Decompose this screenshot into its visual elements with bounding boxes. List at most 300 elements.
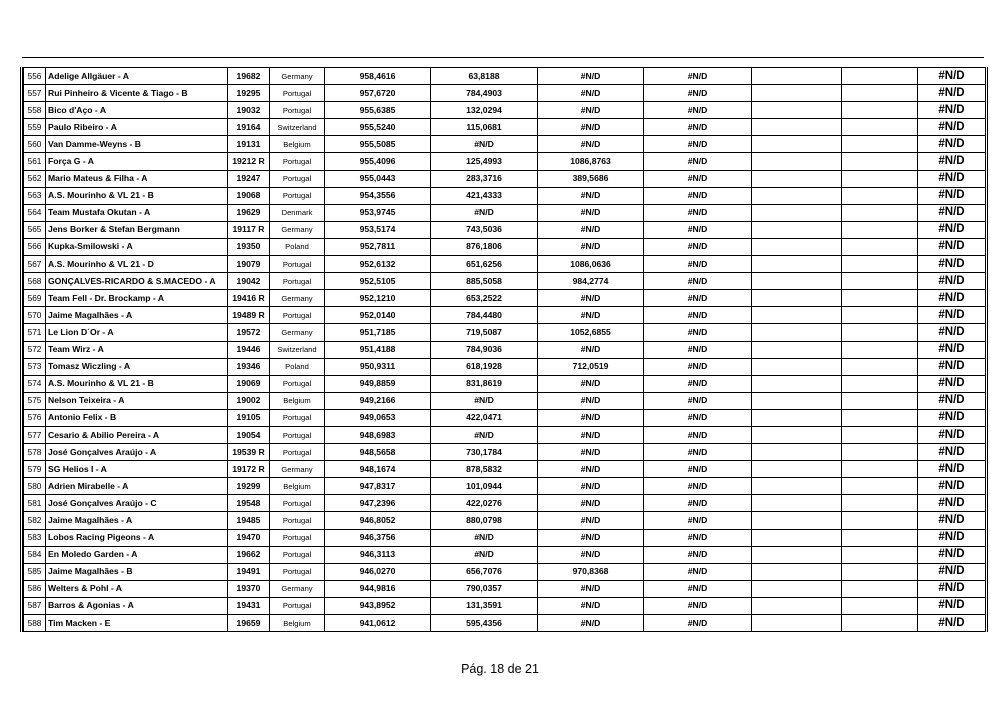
score-1-cell: 955,0443 (325, 170, 431, 187)
total-cell: #N/D (918, 221, 986, 238)
results-table-frame (20, 67, 988, 632)
score-3-cell: #N/D (538, 580, 644, 597)
score-1-cell: 946,3113 (325, 546, 431, 563)
table-row (24, 580, 986, 597)
total-cell: #N/D (918, 170, 986, 187)
country-cell: Portugal (270, 273, 325, 290)
team-name-cell: Team Mustafa Okutan - A (46, 204, 228, 221)
score-2-cell: 125,4993 (431, 153, 538, 170)
score-5-cell (752, 478, 842, 495)
score-1-cell: 955,4096 (325, 153, 431, 170)
country-cell: Germany (270, 68, 325, 85)
score-6-cell (842, 136, 918, 153)
team-name-cell: Van Damme-Weyns - B (46, 136, 228, 153)
ring-number-cell: 19539 R (228, 444, 270, 461)
table-row (24, 563, 986, 580)
score-1-cell: 955,5240 (325, 119, 431, 136)
ring-number-cell: 19682 (228, 68, 270, 85)
score-5-cell (752, 273, 842, 290)
score-5-cell (752, 409, 842, 426)
ring-number-cell: 19164 (228, 119, 270, 136)
score-3-cell: 984,2774 (538, 273, 644, 290)
ring-number-cell: 19032 (228, 102, 270, 119)
rank-cell: 579 (24, 461, 46, 478)
score-5-cell (752, 102, 842, 119)
table-row (24, 495, 986, 512)
score-2-cell: 595,4356 (431, 615, 538, 632)
table-row (24, 426, 986, 443)
rank-cell: 574 (24, 375, 46, 392)
team-name-cell: Jaime Magalhães - A (46, 512, 228, 529)
score-3-cell: 1086,0636 (538, 256, 644, 273)
score-6-cell (842, 204, 918, 221)
score-3-cell: #N/D (538, 409, 644, 426)
table-row (24, 102, 986, 119)
country-cell: Portugal (270, 597, 325, 614)
score-4-cell: #N/D (644, 102, 752, 119)
table-row (24, 597, 986, 614)
score-5-cell (752, 307, 842, 324)
total-cell: #N/D (918, 495, 986, 512)
score-6-cell (842, 324, 918, 341)
score-4-cell: #N/D (644, 529, 752, 546)
table-row (24, 290, 986, 307)
score-2-cell: #N/D (431, 392, 538, 409)
ring-number-cell: 19572 (228, 324, 270, 341)
total-cell: #N/D (918, 478, 986, 495)
total-cell: #N/D (918, 409, 986, 426)
country-cell: Switzerland (270, 341, 325, 358)
score-3-cell: #N/D (538, 307, 644, 324)
country-cell: Germany (270, 324, 325, 341)
total-cell: #N/D (918, 153, 986, 170)
ring-number-cell: 19299 (228, 478, 270, 495)
team-name-cell: Jaime Magalhães - A (46, 307, 228, 324)
ring-number-cell: 19079 (228, 256, 270, 273)
team-name-cell: Welters & Pohl - A (46, 580, 228, 597)
score-4-cell: #N/D (644, 187, 752, 204)
team-name-cell: Paulo Ribeiro - A (46, 119, 228, 136)
total-cell: #N/D (918, 426, 986, 443)
ring-number-cell: 19068 (228, 187, 270, 204)
score-1-cell: 948,1674 (325, 461, 431, 478)
score-5-cell (752, 461, 842, 478)
country-cell: Portugal (270, 375, 325, 392)
total-cell: #N/D (918, 102, 986, 119)
score-3-cell: #N/D (538, 546, 644, 563)
ring-number-cell: 19105 (228, 409, 270, 426)
team-name-cell: Barros & Agonias - A (46, 597, 228, 614)
rank-cell: 588 (24, 615, 46, 632)
ring-number-cell: 19370 (228, 580, 270, 597)
team-name-cell: Força G - A (46, 153, 228, 170)
team-name-cell: José Gonçalves Araújo - A (46, 444, 228, 461)
country-cell: Belgium (270, 478, 325, 495)
score-2-cell: #N/D (431, 529, 538, 546)
score-5-cell (752, 580, 842, 597)
rank-cell: 569 (24, 290, 46, 307)
score-3-cell: #N/D (538, 204, 644, 221)
score-6-cell (842, 153, 918, 170)
score-4-cell: #N/D (644, 119, 752, 136)
table-row (24, 256, 986, 273)
rank-cell: 570 (24, 307, 46, 324)
score-6-cell (842, 512, 918, 529)
table-row (24, 512, 986, 529)
score-5-cell (752, 597, 842, 614)
rank-cell: 571 (24, 324, 46, 341)
score-6-cell (842, 546, 918, 563)
rank-cell: 567 (24, 256, 46, 273)
score-5-cell (752, 290, 842, 307)
country-cell: Portugal (270, 444, 325, 461)
rank-cell: 584 (24, 546, 46, 563)
score-4-cell: #N/D (644, 580, 752, 597)
score-1-cell: 946,0270 (325, 563, 431, 580)
table-row (24, 221, 986, 238)
score-3-cell: #N/D (538, 495, 644, 512)
ring-number-cell: 19117 R (228, 221, 270, 238)
total-cell: #N/D (918, 615, 986, 632)
rank-cell: 582 (24, 512, 46, 529)
table-row (24, 478, 986, 495)
rank-cell: 562 (24, 170, 46, 187)
table-row (24, 170, 986, 187)
score-1-cell: 949,8859 (325, 375, 431, 392)
score-5-cell (752, 256, 842, 273)
country-cell: Portugal (270, 529, 325, 546)
score-3-cell: #N/D (538, 290, 644, 307)
score-6-cell (842, 221, 918, 238)
team-name-cell: GONÇALVES-RICARDO & S.MACEDO - A (46, 273, 228, 290)
page-number: Pág. 18 de 21 (461, 662, 539, 676)
country-cell: Portugal (270, 546, 325, 563)
score-3-cell: #N/D (538, 68, 644, 85)
score-5-cell (752, 375, 842, 392)
total-cell: #N/D (918, 85, 986, 102)
total-cell: #N/D (918, 580, 986, 597)
score-1-cell: 948,5658 (325, 444, 431, 461)
rank-cell: 568 (24, 273, 46, 290)
score-2-cell: 63,8188 (431, 68, 538, 85)
score-4-cell: #N/D (644, 615, 752, 632)
score-1-cell: 953,5174 (325, 221, 431, 238)
team-name-cell: Jaime Magalhães - B (46, 563, 228, 580)
table-row (24, 238, 986, 255)
score-4-cell: #N/D (644, 256, 752, 273)
total-cell: #N/D (918, 358, 986, 375)
team-name-cell: Tomasz Wiczling - A (46, 358, 228, 375)
score-1-cell: 952,7811 (325, 238, 431, 255)
table-row (24, 375, 986, 392)
score-3-cell: #N/D (538, 478, 644, 495)
score-5-cell (752, 341, 842, 358)
table-row (24, 153, 986, 170)
ring-number-cell: 19131 (228, 136, 270, 153)
country-cell: Portugal (270, 512, 325, 529)
score-2-cell: 422,0276 (431, 495, 538, 512)
score-4-cell: #N/D (644, 426, 752, 443)
rank-cell: 586 (24, 580, 46, 597)
ring-number-cell: 19431 (228, 597, 270, 614)
score-2-cell: 653,2522 (431, 290, 538, 307)
country-cell: Germany (270, 580, 325, 597)
ring-number-cell: 19629 (228, 204, 270, 221)
score-3-cell: #N/D (538, 597, 644, 614)
rank-cell: 583 (24, 529, 46, 546)
score-4-cell: #N/D (644, 478, 752, 495)
score-4-cell: #N/D (644, 238, 752, 255)
score-6-cell (842, 290, 918, 307)
score-2-cell: 790,0357 (431, 580, 538, 597)
total-cell: #N/D (918, 273, 986, 290)
score-1-cell: 957,6720 (325, 85, 431, 102)
score-1-cell: 952,5105 (325, 273, 431, 290)
score-6-cell (842, 375, 918, 392)
score-3-cell: #N/D (538, 444, 644, 461)
rank-cell: 563 (24, 187, 46, 204)
ring-number-cell: 19662 (228, 546, 270, 563)
score-2-cell: #N/D (431, 426, 538, 443)
score-6-cell (842, 409, 918, 426)
score-2-cell: #N/D (431, 546, 538, 563)
team-name-cell: Adrien Mirabelle - A (46, 478, 228, 495)
rank-cell: 559 (24, 119, 46, 136)
score-2-cell: 831,8619 (431, 375, 538, 392)
score-5-cell (752, 512, 842, 529)
ring-number-cell: 19054 (228, 426, 270, 443)
team-name-cell: Jens Borker & Stefan Bergmann (46, 221, 228, 238)
country-cell: Portugal (270, 495, 325, 512)
score-5-cell (752, 495, 842, 512)
score-4-cell: #N/D (644, 512, 752, 529)
score-5-cell (752, 221, 842, 238)
score-1-cell: 943,8952 (325, 597, 431, 614)
score-5-cell (752, 392, 842, 409)
score-3-cell: #N/D (538, 512, 644, 529)
score-2-cell: 719,5087 (431, 324, 538, 341)
score-2-cell: 878,5832 (431, 461, 538, 478)
table-row (24, 392, 986, 409)
score-2-cell: 885,5058 (431, 273, 538, 290)
table-row (24, 461, 986, 478)
team-name-cell: Lobos Racing Pigeons - A (46, 529, 228, 546)
score-5-cell (752, 170, 842, 187)
country-cell: Germany (270, 290, 325, 307)
table-row (24, 546, 986, 563)
total-cell: #N/D (918, 461, 986, 478)
score-2-cell: 784,4903 (431, 85, 538, 102)
rank-cell: 576 (24, 409, 46, 426)
rank-cell: 565 (24, 221, 46, 238)
score-4-cell: #N/D (644, 324, 752, 341)
total-cell: #N/D (918, 136, 986, 153)
score-6-cell (842, 444, 918, 461)
total-cell: #N/D (918, 529, 986, 546)
score-3-cell: #N/D (538, 102, 644, 119)
score-1-cell: 949,0653 (325, 409, 431, 426)
score-2-cell: 876,1806 (431, 238, 538, 255)
score-6-cell (842, 426, 918, 443)
score-3-cell: #N/D (538, 136, 644, 153)
country-cell: Portugal (270, 256, 325, 273)
rank-cell: 573 (24, 358, 46, 375)
team-name-cell: Cesario & Abilio Pereira - A (46, 426, 228, 443)
score-1-cell: 946,8052 (325, 512, 431, 529)
score-2-cell: #N/D (431, 204, 538, 221)
ring-number-cell: 19350 (228, 238, 270, 255)
table-row (24, 444, 986, 461)
team-name-cell: Team Fell - Dr. Brockamp - A (46, 290, 228, 307)
score-6-cell (842, 256, 918, 273)
ring-number-cell: 19346 (228, 358, 270, 375)
score-2-cell: 784,9036 (431, 341, 538, 358)
score-5-cell (752, 85, 842, 102)
score-2-cell: 656,7076 (431, 563, 538, 580)
score-3-cell: #N/D (538, 392, 644, 409)
score-1-cell: 952,0140 (325, 307, 431, 324)
score-6-cell (842, 273, 918, 290)
score-6-cell (842, 529, 918, 546)
country-cell: Portugal (270, 102, 325, 119)
score-6-cell (842, 85, 918, 102)
score-2-cell: 880,0798 (431, 512, 538, 529)
country-cell: Portugal (270, 563, 325, 580)
score-2-cell: #N/D (431, 136, 538, 153)
score-6-cell (842, 68, 918, 85)
score-4-cell: #N/D (644, 392, 752, 409)
score-1-cell: 955,6385 (325, 102, 431, 119)
total-cell: #N/D (918, 392, 986, 409)
table-row (24, 324, 986, 341)
score-5-cell (752, 444, 842, 461)
table-row (24, 119, 986, 136)
table-row (24, 68, 986, 85)
rank-cell: 578 (24, 444, 46, 461)
team-name-cell: Team Wirz - A (46, 341, 228, 358)
score-2-cell: 421,4333 (431, 187, 538, 204)
rank-cell: 566 (24, 238, 46, 255)
score-6-cell (842, 478, 918, 495)
rank-cell: 581 (24, 495, 46, 512)
country-cell: Germany (270, 221, 325, 238)
score-5-cell (752, 615, 842, 632)
score-3-cell: 1052,6855 (538, 324, 644, 341)
score-3-cell: #N/D (538, 341, 644, 358)
score-3-cell: #N/D (538, 221, 644, 238)
score-6-cell (842, 187, 918, 204)
rank-cell: 575 (24, 392, 46, 409)
score-6-cell (842, 341, 918, 358)
score-2-cell: 283,3716 (431, 170, 538, 187)
table-row (24, 409, 986, 426)
table-row (24, 529, 986, 546)
ring-number-cell: 19212 R (228, 153, 270, 170)
ring-number-cell: 19446 (228, 341, 270, 358)
score-6-cell (842, 170, 918, 187)
total-cell: #N/D (918, 375, 986, 392)
total-cell: #N/D (918, 597, 986, 614)
score-5-cell (752, 68, 842, 85)
table-row (24, 136, 986, 153)
table-row (24, 615, 986, 632)
score-4-cell: #N/D (644, 375, 752, 392)
score-6-cell (842, 563, 918, 580)
score-2-cell: 115,0681 (431, 119, 538, 136)
score-1-cell: 947,8317 (325, 478, 431, 495)
team-name-cell: Le Lion D´Or - A (46, 324, 228, 341)
score-6-cell (842, 615, 918, 632)
rank-cell: 561 (24, 153, 46, 170)
ring-number-cell: 19491 (228, 563, 270, 580)
score-3-cell: #N/D (538, 375, 644, 392)
ring-number-cell: 19485 (228, 512, 270, 529)
score-6-cell (842, 392, 918, 409)
rank-cell: 557 (24, 85, 46, 102)
score-2-cell: 422,0471 (431, 409, 538, 426)
score-4-cell: #N/D (644, 444, 752, 461)
ring-number-cell: 19416 R (228, 290, 270, 307)
team-name-cell: Bico d'Aço - A (46, 102, 228, 119)
score-5-cell (752, 529, 842, 546)
team-name-cell: Kupka-Smilowski - A (46, 238, 228, 255)
score-2-cell: 101,0944 (431, 478, 538, 495)
results-table-body (24, 68, 986, 632)
score-4-cell: #N/D (644, 358, 752, 375)
total-cell: #N/D (918, 119, 986, 136)
score-4-cell: #N/D (644, 273, 752, 290)
score-1-cell: 953,9745 (325, 204, 431, 221)
table-row (24, 187, 986, 204)
rank-cell: 564 (24, 204, 46, 221)
country-cell: Denmark (270, 204, 325, 221)
score-4-cell: #N/D (644, 341, 752, 358)
header-rule (22, 57, 984, 58)
score-2-cell: 618,1928 (431, 358, 538, 375)
score-3-cell: #N/D (538, 187, 644, 204)
score-5-cell (752, 358, 842, 375)
rank-cell: 560 (24, 136, 46, 153)
country-cell: Poland (270, 358, 325, 375)
score-1-cell: 954,3556 (325, 187, 431, 204)
score-4-cell: #N/D (644, 597, 752, 614)
score-2-cell: 743,5036 (431, 221, 538, 238)
score-5-cell (752, 136, 842, 153)
results-table (23, 67, 986, 632)
score-6-cell (842, 358, 918, 375)
score-6-cell (842, 102, 918, 119)
score-4-cell: #N/D (644, 290, 752, 307)
team-name-cell: Antonio Felix - B (46, 409, 228, 426)
ring-number-cell: 19172 R (228, 461, 270, 478)
score-3-cell: #N/D (538, 119, 644, 136)
score-4-cell: #N/D (644, 68, 752, 85)
score-3-cell: 712,0519 (538, 358, 644, 375)
country-cell: Portugal (270, 307, 325, 324)
score-4-cell: #N/D (644, 221, 752, 238)
score-4-cell: #N/D (644, 409, 752, 426)
score-5-cell (752, 204, 842, 221)
score-1-cell: 950,9311 (325, 358, 431, 375)
rank-cell: 572 (24, 341, 46, 358)
score-4-cell: #N/D (644, 170, 752, 187)
country-cell: Belgium (270, 392, 325, 409)
rank-cell: 585 (24, 563, 46, 580)
rank-cell: 587 (24, 597, 46, 614)
team-name-cell: A.S. Mourinho & VL 21 - B (46, 187, 228, 204)
score-1-cell: 946,3756 (325, 529, 431, 546)
score-2-cell: 651,6256 (431, 256, 538, 273)
